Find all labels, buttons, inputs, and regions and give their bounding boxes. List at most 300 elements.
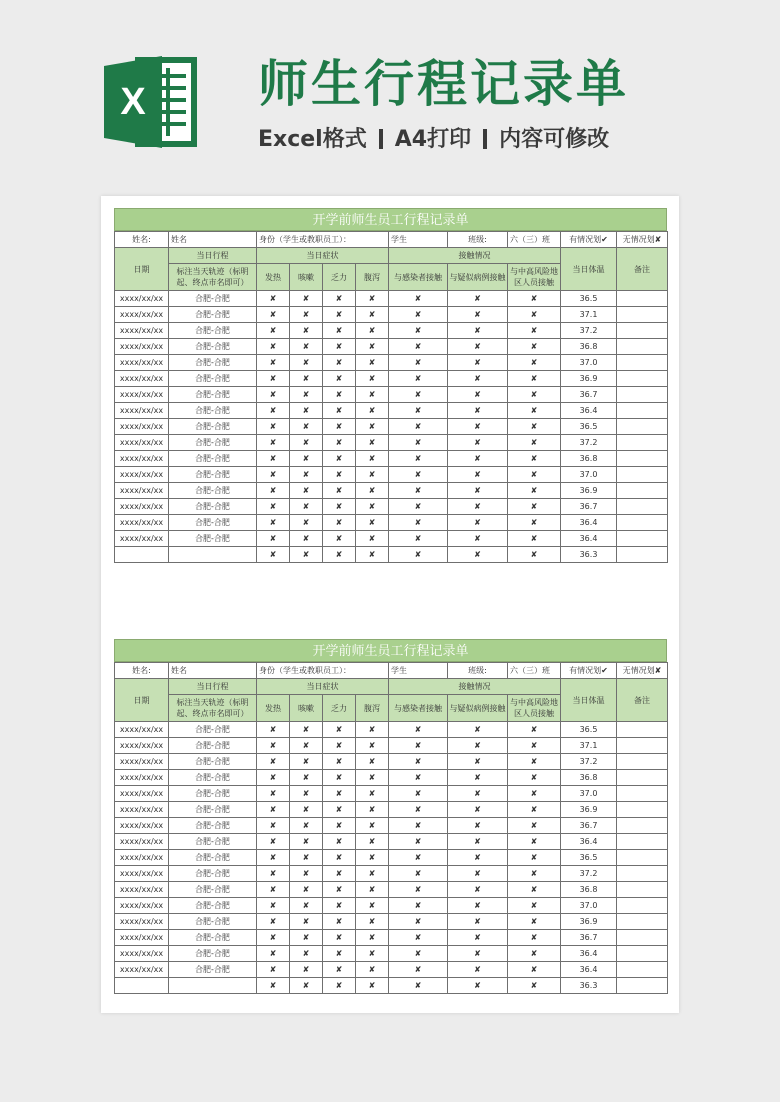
name-value[interactable]: 姓名 [169,232,257,248]
contact-suspected-cell[interactable]: ✘ [448,930,508,946]
date-cell[interactable]: xxxx/xx/xx [115,435,169,451]
contact-infected-cell[interactable]: ✘ [389,531,448,547]
remark-cell[interactable] [617,818,668,834]
fever-cell[interactable]: ✘ [257,291,290,307]
fatigue-cell[interactable]: ✘ [323,834,356,850]
contact-infected-cell[interactable]: ✘ [389,946,448,962]
remark-cell[interactable] [617,898,668,914]
trip-cell[interactable]: 合肥-合肥 [169,483,257,499]
cough-cell[interactable]: ✘ [290,467,323,483]
trip-cell[interactable]: 合肥-合肥 [169,531,257,547]
date-cell[interactable]: xxxx/xx/xx [115,898,169,914]
contact-suspected-cell[interactable]: ✘ [448,483,508,499]
cough-cell[interactable]: ✘ [290,531,323,547]
diarrhea-cell[interactable]: ✘ [356,866,389,882]
contact-infected-cell[interactable]: ✘ [389,403,448,419]
fatigue-cell[interactable]: ✘ [323,531,356,547]
trip-cell[interactable]: 合肥-合肥 [169,722,257,738]
trip-cell[interactable]: 合肥-合肥 [169,499,257,515]
trip-cell[interactable]: 合肥-合肥 [169,291,257,307]
temperature-cell[interactable]: 36.4 [561,962,617,978]
date-cell[interactable]: xxxx/xx/xx [115,722,169,738]
contact-suspected-cell[interactable]: ✘ [448,898,508,914]
cough-cell[interactable]: ✘ [290,547,323,563]
trip-cell[interactable]: 合肥-合肥 [169,946,257,962]
temperature-cell[interactable]: 36.4 [561,834,617,850]
fever-cell[interactable]: ✘ [257,722,290,738]
cough-cell[interactable]: ✘ [290,978,323,994]
fatigue-cell[interactable]: ✘ [323,371,356,387]
cough-cell[interactable]: ✘ [290,291,323,307]
fever-cell[interactable]: ✘ [257,531,290,547]
diarrhea-cell[interactable]: ✘ [356,802,389,818]
contact-infected-cell[interactable]: ✘ [389,339,448,355]
fever-cell[interactable]: ✘ [257,435,290,451]
temperature-cell[interactable]: 36.7 [561,930,617,946]
contact-risk-cell[interactable]: ✘ [508,786,561,802]
diarrhea-cell[interactable]: ✘ [356,850,389,866]
contact-infected-cell[interactable]: ✘ [389,387,448,403]
date-cell[interactable]: xxxx/xx/xx [115,499,169,515]
cough-cell[interactable]: ✘ [290,387,323,403]
contact-suspected-cell[interactable]: ✘ [448,722,508,738]
trip-cell[interactable]: 合肥-合肥 [169,738,257,754]
trip-cell[interactable]: 合肥-合肥 [169,754,257,770]
contact-suspected-cell[interactable]: ✘ [448,371,508,387]
trip-cell[interactable]: 合肥-合肥 [169,866,257,882]
fatigue-cell[interactable]: ✘ [323,770,356,786]
date-cell[interactable]: xxxx/xx/xx [115,866,169,882]
remark-cell[interactable] [617,467,668,483]
fever-cell[interactable]: ✘ [257,515,290,531]
remark-cell[interactable] [617,387,668,403]
fatigue-cell[interactable]: ✘ [323,291,356,307]
contact-risk-cell[interactable]: ✘ [508,850,561,866]
cough-cell[interactable]: ✘ [290,371,323,387]
contact-infected-cell[interactable]: ✘ [389,419,448,435]
remark-cell[interactable] [617,738,668,754]
fatigue-cell[interactable]: ✘ [323,483,356,499]
date-cell[interactable]: xxxx/xx/xx [115,738,169,754]
temperature-cell[interactable]: 37.1 [561,307,617,323]
contact-suspected-cell[interactable]: ✘ [448,403,508,419]
diarrhea-cell[interactable]: ✘ [356,946,389,962]
fever-cell[interactable]: ✘ [257,802,290,818]
date-cell[interactable]: xxxx/xx/xx [115,914,169,930]
fatigue-cell[interactable]: ✘ [323,786,356,802]
fatigue-cell[interactable]: ✘ [323,403,356,419]
cough-cell[interactable]: ✘ [290,834,323,850]
remark-cell[interactable] [617,547,668,563]
fever-cell[interactable]: ✘ [257,467,290,483]
trip-cell[interactable]: 合肥-合肥 [169,962,257,978]
contact-risk-cell[interactable]: ✘ [508,323,561,339]
cough-cell[interactable]: ✘ [290,499,323,515]
fatigue-cell[interactable]: ✘ [323,722,356,738]
contact-infected-cell[interactable]: ✘ [389,722,448,738]
remark-cell[interactable] [617,786,668,802]
contact-infected-cell[interactable]: ✘ [389,802,448,818]
diarrhea-cell[interactable]: ✘ [356,930,389,946]
date-cell[interactable]: xxxx/xx/xx [115,850,169,866]
contact-suspected-cell[interactable]: ✘ [448,531,508,547]
fever-cell[interactable]: ✘ [257,770,290,786]
date-cell[interactable] [115,547,169,563]
date-cell[interactable]: xxxx/xx/xx [115,946,169,962]
diarrhea-cell[interactable]: ✘ [356,962,389,978]
fever-cell[interactable]: ✘ [257,866,290,882]
contact-risk-cell[interactable]: ✘ [508,738,561,754]
date-cell[interactable]: xxxx/xx/xx [115,834,169,850]
contact-suspected-cell[interactable]: ✘ [448,786,508,802]
diarrhea-cell[interactable]: ✘ [356,754,389,770]
cough-cell[interactable]: ✘ [290,483,323,499]
diarrhea-cell[interactable]: ✘ [356,467,389,483]
date-cell[interactable]: xxxx/xx/xx [115,355,169,371]
diarrhea-cell[interactable]: ✘ [356,307,389,323]
cough-cell[interactable]: ✘ [290,898,323,914]
remark-cell[interactable] [617,834,668,850]
date-cell[interactable]: xxxx/xx/xx [115,307,169,323]
contact-risk-cell[interactable]: ✘ [508,483,561,499]
date-cell[interactable]: xxxx/xx/xx [115,323,169,339]
date-cell[interactable] [115,978,169,994]
contact-risk-cell[interactable]: ✘ [508,722,561,738]
fatigue-cell[interactable]: ✘ [323,515,356,531]
contact-suspected-cell[interactable]: ✘ [448,547,508,563]
fatigue-cell[interactable]: ✘ [323,307,356,323]
diarrhea-cell[interactable]: ✘ [356,403,389,419]
contact-suspected-cell[interactable]: ✘ [448,754,508,770]
contact-suspected-cell[interactable]: ✘ [448,355,508,371]
temperature-cell[interactable]: 37.0 [561,467,617,483]
fatigue-cell[interactable]: ✘ [323,451,356,467]
contact-infected-cell[interactable]: ✘ [389,547,448,563]
contact-infected-cell[interactable]: ✘ [389,882,448,898]
diarrhea-cell[interactable]: ✘ [356,547,389,563]
remark-cell[interactable] [617,483,668,499]
fatigue-cell[interactable]: ✘ [323,467,356,483]
cough-cell[interactable]: ✘ [290,850,323,866]
temperature-cell[interactable]: 36.9 [561,483,617,499]
contact-suspected-cell[interactable]: ✘ [448,323,508,339]
contact-suspected-cell[interactable]: ✘ [448,834,508,850]
cough-cell[interactable]: ✘ [290,882,323,898]
remark-cell[interactable] [617,291,668,307]
contact-risk-cell[interactable]: ✘ [508,371,561,387]
trip-cell[interactable]: 合肥-合肥 [169,914,257,930]
temperature-cell[interactable]: 36.4 [561,515,617,531]
temperature-cell[interactable]: 37.0 [561,898,617,914]
contact-suspected-cell[interactable]: ✘ [448,435,508,451]
contact-risk-cell[interactable]: ✘ [508,467,561,483]
contact-risk-cell[interactable]: ✘ [508,451,561,467]
fever-cell[interactable]: ✘ [257,898,290,914]
temperature-cell[interactable]: 37.2 [561,754,617,770]
fever-cell[interactable]: ✘ [257,786,290,802]
remark-cell[interactable] [617,802,668,818]
date-cell[interactable]: xxxx/xx/xx [115,882,169,898]
fatigue-cell[interactable]: ✘ [323,882,356,898]
trip-cell[interactable] [169,978,257,994]
trip-cell[interactable]: 合肥-合肥 [169,451,257,467]
diarrhea-cell[interactable]: ✘ [356,738,389,754]
fatigue-cell[interactable]: ✘ [323,419,356,435]
trip-cell[interactable]: 合肥-合肥 [169,515,257,531]
diarrhea-cell[interactable]: ✘ [356,387,389,403]
fatigue-cell[interactable]: ✘ [323,387,356,403]
contact-infected-cell[interactable]: ✘ [389,483,448,499]
contact-risk-cell[interactable]: ✘ [508,882,561,898]
trip-cell[interactable]: 合肥-合肥 [169,770,257,786]
contact-suspected-cell[interactable]: ✘ [448,307,508,323]
contact-risk-cell[interactable]: ✘ [508,898,561,914]
diarrhea-cell[interactable]: ✘ [356,499,389,515]
contact-suspected-cell[interactable]: ✘ [448,802,508,818]
fatigue-cell[interactable]: ✘ [323,754,356,770]
trip-cell[interactable]: 合肥-合肥 [169,930,257,946]
fatigue-cell[interactable]: ✘ [323,898,356,914]
contact-infected-cell[interactable]: ✘ [389,834,448,850]
date-cell[interactable]: xxxx/xx/xx [115,770,169,786]
temperature-cell[interactable]: 37.2 [561,435,617,451]
trip-cell[interactable]: 合肥-合肥 [169,802,257,818]
contact-infected-cell[interactable]: ✘ [389,307,448,323]
contact-risk-cell[interactable]: ✘ [508,547,561,563]
diarrhea-cell[interactable]: ✘ [356,451,389,467]
date-cell[interactable]: xxxx/xx/xx [115,451,169,467]
diarrhea-cell[interactable]: ✘ [356,339,389,355]
cough-cell[interactable]: ✘ [290,786,323,802]
date-cell[interactable]: xxxx/xx/xx [115,403,169,419]
contact-risk-cell[interactable]: ✘ [508,339,561,355]
fever-cell[interactable]: ✘ [257,307,290,323]
contact-risk-cell[interactable]: ✘ [508,435,561,451]
trip-cell[interactable]: 合肥-合肥 [169,467,257,483]
contact-infected-cell[interactable]: ✘ [389,291,448,307]
contact-infected-cell[interactable]: ✘ [389,962,448,978]
temperature-cell[interactable]: 36.9 [561,914,617,930]
remark-cell[interactable] [617,850,668,866]
diarrhea-cell[interactable]: ✘ [356,882,389,898]
date-cell[interactable]: xxxx/xx/xx [115,930,169,946]
remark-cell[interactable] [617,419,668,435]
contact-suspected-cell[interactable]: ✘ [448,291,508,307]
contact-risk-cell[interactable]: ✘ [508,834,561,850]
fever-cell[interactable]: ✘ [257,818,290,834]
remark-cell[interactable] [617,323,668,339]
cough-cell[interactable]: ✘ [290,962,323,978]
cough-cell[interactable]: ✘ [290,802,323,818]
diarrhea-cell[interactable]: ✘ [356,291,389,307]
date-cell[interactable]: xxxx/xx/xx [115,291,169,307]
fever-cell[interactable]: ✘ [257,339,290,355]
cough-cell[interactable]: ✘ [290,403,323,419]
temperature-cell[interactable]: 36.4 [561,946,617,962]
remark-cell[interactable] [617,531,668,547]
cough-cell[interactable]: ✘ [290,770,323,786]
temperature-cell[interactable]: 36.4 [561,403,617,419]
remark-cell[interactable] [617,307,668,323]
name-value[interactable]: 姓名 [169,663,257,679]
fatigue-cell[interactable]: ✘ [323,914,356,930]
contact-risk-cell[interactable]: ✘ [508,978,561,994]
temperature-cell[interactable]: 37.2 [561,323,617,339]
trip-cell[interactable]: 合肥-合肥 [169,339,257,355]
contact-risk-cell[interactable]: ✘ [508,866,561,882]
remark-cell[interactable] [617,754,668,770]
contact-suspected-cell[interactable]: ✘ [448,866,508,882]
class-value[interactable]: 六（三）班 [508,232,561,248]
contact-suspected-cell[interactable]: ✘ [448,515,508,531]
date-cell[interactable]: xxxx/xx/xx [115,962,169,978]
contact-risk-cell[interactable]: ✘ [508,307,561,323]
diarrhea-cell[interactable]: ✘ [356,978,389,994]
fever-cell[interactable]: ✘ [257,451,290,467]
trip-cell[interactable]: 合肥-合肥 [169,898,257,914]
cough-cell[interactable]: ✘ [290,339,323,355]
fatigue-cell[interactable]: ✘ [323,355,356,371]
diarrhea-cell[interactable]: ✘ [356,898,389,914]
diarrhea-cell[interactable]: ✘ [356,818,389,834]
fatigue-cell[interactable]: ✘ [323,866,356,882]
trip-cell[interactable]: 合肥-合肥 [169,387,257,403]
diarrhea-cell[interactable]: ✘ [356,531,389,547]
fever-cell[interactable]: ✘ [257,738,290,754]
contact-risk-cell[interactable]: ✘ [508,515,561,531]
contact-infected-cell[interactable]: ✘ [389,930,448,946]
diarrhea-cell[interactable]: ✘ [356,371,389,387]
fever-cell[interactable]: ✘ [257,419,290,435]
temperature-cell[interactable]: 36.8 [561,882,617,898]
cough-cell[interactable]: ✘ [290,515,323,531]
temperature-cell[interactable]: 36.5 [561,291,617,307]
fatigue-cell[interactable]: ✘ [323,339,356,355]
fever-cell[interactable]: ✘ [257,754,290,770]
contact-risk-cell[interactable]: ✘ [508,531,561,547]
class-value[interactable]: 六（三）班 [508,663,561,679]
fever-cell[interactable]: ✘ [257,882,290,898]
temperature-cell[interactable]: 36.5 [561,419,617,435]
diarrhea-cell[interactable]: ✘ [356,435,389,451]
contact-suspected-cell[interactable]: ✘ [448,914,508,930]
diarrhea-cell[interactable]: ✘ [356,914,389,930]
temperature-cell[interactable]: 36.3 [561,978,617,994]
date-cell[interactable]: xxxx/xx/xx [115,802,169,818]
fatigue-cell[interactable]: ✘ [323,738,356,754]
contact-suspected-cell[interactable]: ✘ [448,946,508,962]
contact-infected-cell[interactable]: ✘ [389,499,448,515]
date-cell[interactable]: xxxx/xx/xx [115,419,169,435]
contact-infected-cell[interactable]: ✘ [389,978,448,994]
temperature-cell[interactable]: 36.8 [561,339,617,355]
temperature-cell[interactable]: 36.3 [561,547,617,563]
remark-cell[interactable] [617,339,668,355]
trip-cell[interactable]: 合肥-合肥 [169,323,257,339]
contact-infected-cell[interactable]: ✘ [389,770,448,786]
contact-suspected-cell[interactable]: ✘ [448,770,508,786]
fever-cell[interactable]: ✘ [257,914,290,930]
fatigue-cell[interactable]: ✘ [323,962,356,978]
diarrhea-cell[interactable]: ✘ [356,355,389,371]
trip-cell[interactable]: 合肥-合肥 [169,371,257,387]
fever-cell[interactable]: ✘ [257,946,290,962]
contact-risk-cell[interactable]: ✘ [508,770,561,786]
contact-risk-cell[interactable]: ✘ [508,914,561,930]
contact-suspected-cell[interactable]: ✘ [448,419,508,435]
remark-cell[interactable] [617,371,668,387]
fever-cell[interactable]: ✘ [257,387,290,403]
diarrhea-cell[interactable]: ✘ [356,419,389,435]
remark-cell[interactable] [617,355,668,371]
fatigue-cell[interactable]: ✘ [323,547,356,563]
contact-infected-cell[interactable]: ✘ [389,355,448,371]
remark-cell[interactable] [617,722,668,738]
cough-cell[interactable]: ✘ [290,451,323,467]
trip-cell[interactable]: 合肥-合肥 [169,419,257,435]
cough-cell[interactable]: ✘ [290,946,323,962]
temperature-cell[interactable]: 36.8 [561,770,617,786]
trip-cell[interactable]: 合肥-合肥 [169,307,257,323]
trip-cell[interactable]: 合肥-合肥 [169,834,257,850]
temperature-cell[interactable]: 36.5 [561,850,617,866]
contact-suspected-cell[interactable]: ✘ [448,882,508,898]
remark-cell[interactable] [617,962,668,978]
remark-cell[interactable] [617,435,668,451]
fatigue-cell[interactable]: ✘ [323,930,356,946]
cough-cell[interactable]: ✘ [290,722,323,738]
cough-cell[interactable]: ✘ [290,754,323,770]
temperature-cell[interactable]: 36.4 [561,531,617,547]
remark-cell[interactable] [617,978,668,994]
date-cell[interactable]: xxxx/xx/xx [115,371,169,387]
date-cell[interactable]: xxxx/xx/xx [115,754,169,770]
cough-cell[interactable]: ✘ [290,419,323,435]
date-cell[interactable]: xxxx/xx/xx [115,339,169,355]
cough-cell[interactable]: ✘ [290,738,323,754]
trip-cell[interactable]: 合肥-合肥 [169,403,257,419]
date-cell[interactable]: xxxx/xx/xx [115,786,169,802]
contact-infected-cell[interactable]: ✘ [389,818,448,834]
fever-cell[interactable]: ✘ [257,371,290,387]
contact-infected-cell[interactable]: ✘ [389,786,448,802]
trip-cell[interactable]: 合肥-合肥 [169,786,257,802]
diarrhea-cell[interactable]: ✘ [356,515,389,531]
contact-risk-cell[interactable]: ✘ [508,419,561,435]
contact-suspected-cell[interactable]: ✘ [448,499,508,515]
contact-risk-cell[interactable]: ✘ [508,946,561,962]
contact-risk-cell[interactable]: ✘ [508,387,561,403]
contact-infected-cell[interactable]: ✘ [389,738,448,754]
temperature-cell[interactable]: 37.0 [561,786,617,802]
cough-cell[interactable]: ✘ [290,914,323,930]
contact-risk-cell[interactable]: ✘ [508,291,561,307]
temperature-cell[interactable]: 36.7 [561,387,617,403]
fatigue-cell[interactable]: ✘ [323,499,356,515]
fever-cell[interactable]: ✘ [257,403,290,419]
diarrhea-cell[interactable]: ✘ [356,786,389,802]
contact-suspected-cell[interactable]: ✘ [448,818,508,834]
remark-cell[interactable] [617,882,668,898]
cough-cell[interactable]: ✘ [290,355,323,371]
contact-infected-cell[interactable]: ✘ [389,866,448,882]
temperature-cell[interactable]: 36.8 [561,451,617,467]
temperature-cell[interactable]: 36.7 [561,818,617,834]
fever-cell[interactable]: ✘ [257,483,290,499]
remark-cell[interactable] [617,946,668,962]
temperature-cell[interactable]: 36.7 [561,499,617,515]
cough-cell[interactable]: ✘ [290,323,323,339]
